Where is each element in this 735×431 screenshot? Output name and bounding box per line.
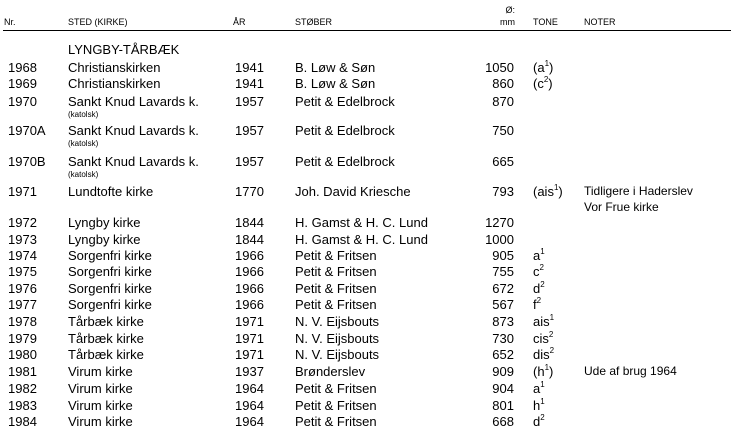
cell-stober: Petit & Edelbrock bbox=[295, 94, 395, 109]
cell-nr: 1968 bbox=[8, 60, 37, 75]
cell-nr: 1982 bbox=[8, 381, 37, 396]
cell-aar: 1957 bbox=[235, 123, 264, 138]
cell-sted: Sankt Knud Lavards k. bbox=[68, 154, 199, 169]
cell-diameter: 870 bbox=[492, 94, 514, 109]
cell-sted: Tårbæk kirke bbox=[68, 314, 144, 329]
tone-close: ) bbox=[549, 364, 554, 379]
cell-sted: Lyngby kirke bbox=[68, 232, 141, 247]
cell-nr: 1973 bbox=[8, 232, 37, 247]
cell-aar: 1971 bbox=[235, 331, 264, 346]
cell-nr: 1970B bbox=[8, 154, 46, 169]
cell-nr: 1981 bbox=[8, 364, 37, 379]
cell-stober: Petit & Fritsen bbox=[295, 398, 377, 413]
cell-diameter: 567 bbox=[492, 297, 514, 312]
cell-stober: H. Gamst & H. C. Lund bbox=[295, 232, 428, 247]
cell-tone bbox=[533, 331, 553, 346]
tone-note: d bbox=[533, 281, 541, 296]
tone-note: (ais bbox=[533, 184, 554, 199]
cell-sted: Sankt Knud Lavards k. bbox=[68, 123, 199, 138]
tone-note: c bbox=[533, 264, 540, 279]
cell-sted: Sankt Knud Lavards k. bbox=[68, 94, 199, 109]
cell-sted: Sorgenfri kirke bbox=[68, 297, 152, 312]
cell-aar: 1770 bbox=[235, 184, 264, 199]
cell-sted: Lundtofte kirke bbox=[68, 184, 154, 199]
cell-aar: 1971 bbox=[235, 347, 264, 362]
cell-nr: 1983 bbox=[8, 398, 37, 413]
cell-tone bbox=[533, 314, 554, 329]
header-noter: NOTER bbox=[584, 17, 616, 27]
cell-diameter: 1000 bbox=[485, 232, 514, 247]
cell-aar: 1844 bbox=[235, 232, 264, 247]
cell-aar: 1966 bbox=[235, 297, 264, 312]
cell-stober: N. V. Eijsbouts bbox=[295, 314, 380, 329]
tone-octave: 2 bbox=[543, 75, 549, 84]
cell-tone bbox=[533, 364, 553, 379]
tone-octave: 2 bbox=[548, 330, 554, 339]
cell-noter: Ude af brug 1964 bbox=[584, 364, 677, 378]
cell-diameter: 1270 bbox=[485, 215, 514, 230]
cell-stober: B. Løw & Søn bbox=[295, 76, 376, 91]
cell-aar: 1957 bbox=[235, 94, 264, 109]
cell-nr: 1979 bbox=[8, 331, 37, 346]
cell-stober: Petit & Edelbrock bbox=[295, 123, 395, 138]
tone-note: h bbox=[533, 398, 541, 413]
cell-tone bbox=[533, 381, 545, 396]
cell-nr: 1977 bbox=[8, 297, 37, 312]
tone-note: (h bbox=[533, 364, 545, 379]
cell-diameter: 905 bbox=[492, 248, 514, 263]
cell-stober: N. V. Eijsbouts bbox=[295, 347, 380, 362]
header-stober: STØBER bbox=[295, 17, 333, 27]
cell-sted: Virum kirke bbox=[68, 398, 133, 413]
cell-sted-note: (katolsk) bbox=[68, 139, 99, 148]
tone-note: (c bbox=[533, 76, 544, 91]
cell-tone bbox=[533, 297, 541, 312]
header-aar: ÅR bbox=[233, 17, 246, 27]
tone-octave: 2 bbox=[540, 413, 545, 422]
cell-sted-note: (katolsk) bbox=[68, 110, 99, 119]
header-divider bbox=[3, 30, 731, 31]
cell-aar: 1964 bbox=[235, 414, 264, 429]
cell-sted: Virum kirke bbox=[68, 364, 133, 379]
tone-octave: 1 bbox=[544, 363, 550, 372]
cell-stober: N. V. Eijsbouts bbox=[295, 331, 380, 346]
cell-nr: 1984 bbox=[8, 414, 37, 429]
cell-tone bbox=[533, 414, 545, 429]
tone-note: cis bbox=[533, 331, 549, 346]
cell-nr: 1978 bbox=[8, 314, 37, 329]
cell-aar: 1964 bbox=[235, 398, 264, 413]
cell-nr: 1970A bbox=[8, 123, 46, 138]
cell-nr: 1975 bbox=[8, 264, 37, 279]
cell-aar: 1844 bbox=[235, 215, 264, 230]
header-diameter-symbol: Ø: bbox=[505, 5, 515, 15]
cell-nr: 1970 bbox=[8, 94, 37, 109]
cell-nr: 1972 bbox=[8, 215, 37, 230]
cell-stober: Petit & Fritsen bbox=[295, 414, 377, 429]
cell-diameter: 873 bbox=[492, 314, 514, 329]
cell-diameter: 665 bbox=[492, 154, 514, 169]
tone-close: ) bbox=[558, 184, 563, 199]
tone-octave: 1 bbox=[549, 313, 555, 322]
cell-stober: Petit & Fritsen bbox=[295, 297, 377, 312]
cell-aar: 1964 bbox=[235, 381, 264, 396]
cell-diameter: 652 bbox=[492, 347, 514, 362]
cell-sted: Tårbæk kirke bbox=[68, 331, 144, 346]
cell-aar: 1966 bbox=[235, 264, 264, 279]
cell-sted: Christianskirken bbox=[68, 76, 161, 91]
cell-diameter: 909 bbox=[492, 364, 514, 379]
cell-aar: 1966 bbox=[235, 248, 264, 263]
cell-diameter: 904 bbox=[492, 381, 514, 396]
tone-note: ais bbox=[533, 314, 550, 329]
cell-sted-note: (katolsk) bbox=[68, 170, 99, 179]
cell-stober: B. Løw & Søn bbox=[295, 60, 376, 75]
cell-nr: 1971 bbox=[8, 184, 37, 199]
cell-tone bbox=[533, 281, 545, 296]
cell-diameter: 755 bbox=[492, 264, 514, 279]
cell-stober: H. Gamst & H. C. Lund bbox=[295, 215, 428, 230]
cell-stober: Petit & Fritsen bbox=[295, 281, 377, 296]
tone-note: a bbox=[533, 248, 541, 263]
cell-aar: 1957 bbox=[235, 154, 264, 169]
cell-sted: Christianskirken bbox=[68, 60, 161, 75]
cell-aar: 1941 bbox=[235, 60, 264, 75]
cell-aar: 1971 bbox=[235, 314, 264, 329]
cell-tone bbox=[533, 398, 545, 413]
cell-diameter: 801 bbox=[492, 398, 514, 413]
cell-aar: 1937 bbox=[235, 364, 264, 379]
tone-close: ) bbox=[549, 60, 554, 75]
cell-diameter: 730 bbox=[492, 331, 514, 346]
cell-sted: Sorgenfri kirke bbox=[68, 248, 152, 263]
cell-diameter: 793 bbox=[492, 184, 514, 199]
tone-note: f bbox=[533, 297, 537, 312]
cell-diameter: 750 bbox=[492, 123, 514, 138]
tone-octave: 2 bbox=[539, 263, 544, 272]
cell-tone bbox=[533, 184, 563, 199]
cell-diameter: 668 bbox=[492, 414, 514, 429]
tone-octave: 1 bbox=[540, 380, 545, 389]
tone-note: dis bbox=[533, 347, 550, 362]
tone-note: d bbox=[533, 414, 541, 429]
cell-tone bbox=[533, 60, 553, 75]
cell-noter-line2: Vor Frue kirke bbox=[584, 200, 659, 214]
cell-sted: Virum kirke bbox=[68, 414, 133, 429]
cell-sted: Sorgenfri kirke bbox=[68, 281, 152, 296]
cell-stober: Petit & Fritsen bbox=[295, 248, 377, 263]
cell-stober: Joh. David Kriesche bbox=[295, 184, 411, 199]
tone-octave: 1 bbox=[540, 247, 545, 256]
cell-stober: Petit & Fritsen bbox=[295, 381, 377, 396]
tone-octave: 1 bbox=[544, 59, 550, 68]
cell-tone bbox=[533, 248, 545, 263]
cell-nr: 1974 bbox=[8, 248, 37, 263]
cell-aar: 1941 bbox=[235, 76, 264, 91]
header-diameter-unit: mm bbox=[500, 17, 515, 27]
cell-diameter: 672 bbox=[492, 281, 514, 296]
cell-stober: Petit & Fritsen bbox=[295, 264, 377, 279]
tone-octave: 1 bbox=[553, 183, 559, 192]
cell-sted: Lyngby kirke bbox=[68, 215, 141, 230]
header-sted: STED (KIRKE) bbox=[68, 17, 128, 27]
tone-close: ) bbox=[548, 76, 553, 91]
header-tone: TONE bbox=[533, 17, 558, 27]
cell-nr: 1976 bbox=[8, 281, 37, 296]
cell-sted: Tårbæk kirke bbox=[68, 347, 144, 362]
tone-note: a bbox=[533, 381, 541, 396]
cell-stober: Petit & Edelbrock bbox=[295, 154, 395, 169]
cell-diameter: 1050 bbox=[485, 60, 514, 75]
tone-note: (a bbox=[533, 60, 545, 75]
cell-aar: 1966 bbox=[235, 281, 264, 296]
cell-nr: 1969 bbox=[8, 76, 37, 91]
tone-octave: 2 bbox=[536, 296, 542, 305]
cell-tone bbox=[533, 264, 544, 279]
tone-octave: 2 bbox=[549, 346, 555, 355]
header-nr: Nr. bbox=[4, 17, 16, 27]
cell-tone bbox=[533, 76, 553, 91]
cell-diameter: 860 bbox=[492, 76, 514, 91]
cell-stober: Brønderslev bbox=[295, 364, 366, 379]
cell-tone bbox=[533, 347, 554, 362]
section-title: LYNGBY-TÅRBÆK bbox=[68, 42, 180, 57]
cell-nr: 1980 bbox=[8, 347, 37, 362]
tone-octave: 1 bbox=[540, 397, 545, 406]
tone-octave: 2 bbox=[540, 280, 545, 289]
cell-noter: Tidligere i Haderslev bbox=[584, 184, 693, 198]
cell-sted: Virum kirke bbox=[68, 381, 133, 396]
cell-sted: Sorgenfri kirke bbox=[68, 264, 152, 279]
